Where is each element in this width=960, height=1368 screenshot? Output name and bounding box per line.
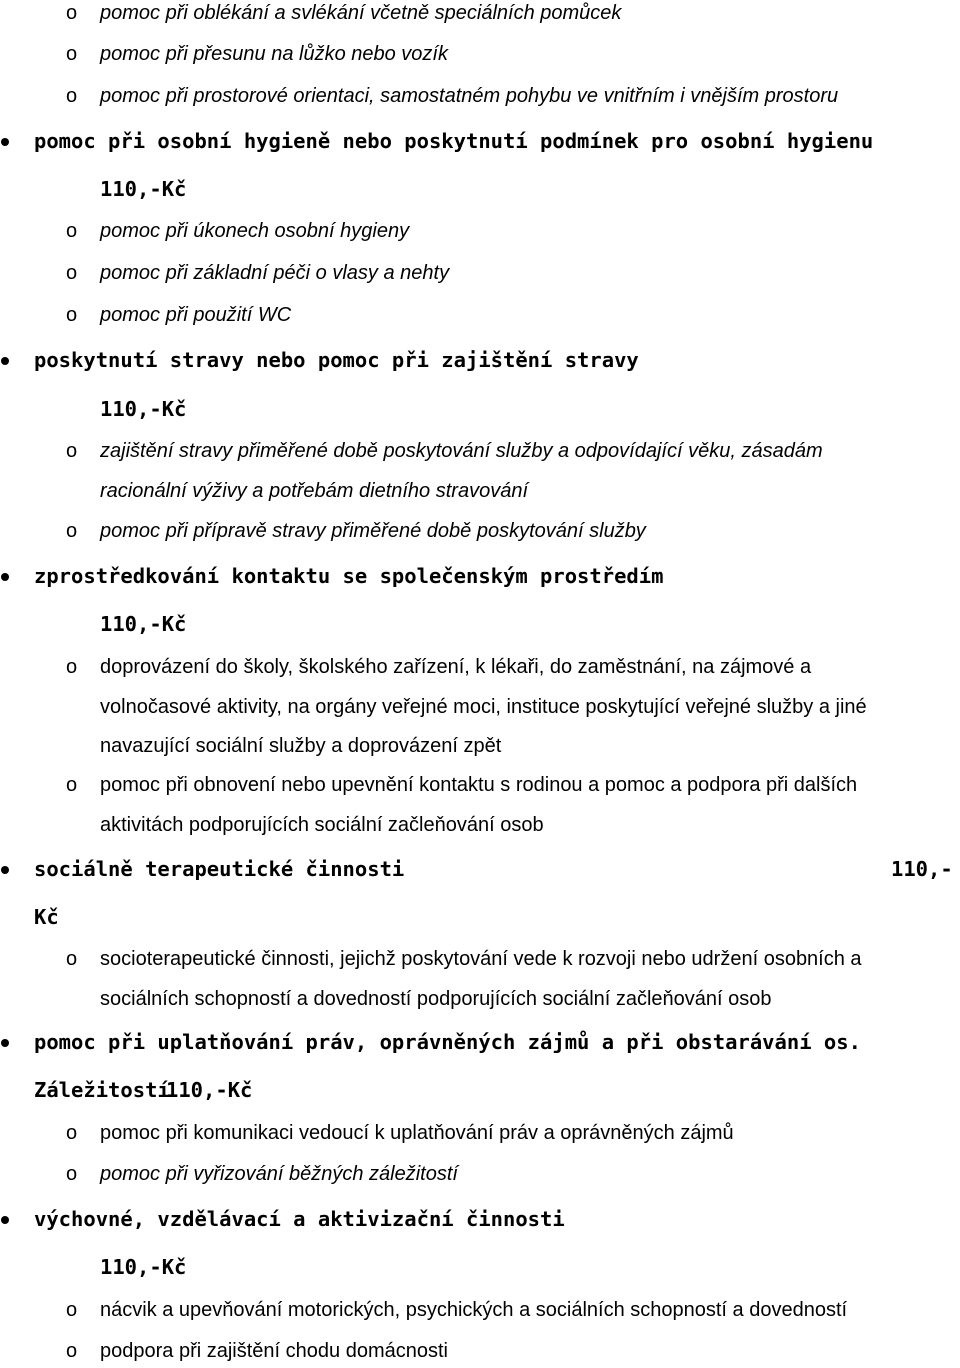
list-marker: o (66, 1299, 78, 1321)
list-item-text: podpora při zajištění chodu domácnosti (100, 1340, 448, 1362)
section-title: poskytnutí stravy nebo pomoc při zajištění stravy (34, 348, 639, 372)
bullet-icon (1, 138, 9, 146)
list-marker: o (66, 304, 78, 326)
list-marker: o (66, 220, 78, 242)
list-marker: o (66, 43, 78, 65)
section-title: pomoc při osobní hygieně nebo poskytnutí podmínek pro osobní hygienu (34, 129, 874, 153)
section-price: 110,-Kč (100, 612, 187, 636)
bullet-icon (1, 1216, 9, 1224)
list-item-text: volnočasové aktivity, na orgány veřejné moci, instituce poskytující veřejné služby a jiné (100, 696, 867, 718)
list-item-text: pomoc při vyřizování běžných záležitostí (100, 1163, 458, 1185)
bullet-icon (1, 1039, 9, 1047)
section-title: zprostředkování kontaktu se společenským prostředím (34, 564, 664, 588)
list-item-text: aktivitách podporujících sociální začleňování osob (100, 814, 544, 836)
list-marker: o (66, 656, 78, 678)
list-item-text: pomoc při přípravě stravy přiměřené době poskytování služby (100, 520, 646, 542)
list-marker: o (66, 262, 78, 284)
section-price: 110,-Kč (100, 397, 187, 421)
list-item-text: socioterapeutické činnosti, jejichž poskytování vede k rozvoji nebo udržení osobních a (100, 948, 862, 970)
list-item-text: pomoc při prostorové orientaci, samostatném pohybu ve vnitřním i vnějším prostoru (100, 85, 839, 107)
list-item-text: zajištění stravy přiměřené době poskytování služby a odpovídající věku, zásadám (100, 440, 823, 462)
list-marker: o (66, 1340, 78, 1362)
section-price: 110,-Kč (166, 1078, 253, 1102)
list-marker: o (66, 85, 78, 107)
list-item-text: pomoc při základní péči o vlasy a nehty (100, 262, 450, 284)
list-item-text: sociálních schopností a dovedností podporujících sociální začleňování osob (100, 988, 772, 1010)
list-marker: o (66, 1122, 78, 1144)
list-item-text: pomoc při použití WC (100, 304, 292, 326)
list-item-text: pomoc při oblékání a svlékání včetně speciálních pomůcek (100, 2, 622, 24)
section-price: 110,-Kč (100, 177, 187, 201)
list-item-text: navazující sociální služby a doprovázení zpět (100, 735, 502, 757)
section-title: pomoc při uplatňování práv, oprávněných zájmů a při obstarávání os. (34, 1030, 861, 1054)
list-marker: o (66, 520, 78, 542)
list-marker: o (66, 774, 78, 796)
list-item-text: pomoc při obnovení nebo upevnění kontaktu s rodinou a pomoc a podpora při dalších (100, 774, 858, 796)
section-title: výchovné, vzdělávací a aktivizační činnosti (34, 1207, 565, 1231)
list-item-text: nácvik a upevňování motorických, psychických a sociálních schopností a dovedností (100, 1299, 848, 1321)
list-item-text: racionální výživy a potřebám dietního stravování (100, 480, 528, 502)
section-title-cont: Záležitostí (34, 1078, 170, 1102)
bullet-icon (1, 573, 9, 581)
section-price: 110,-Kč (100, 1255, 187, 1279)
list-marker: o (66, 948, 78, 970)
list-marker: o (66, 2, 78, 24)
list-item-text: doprovázení do školy, školského zařízení, k lékaři, do zaměstnání, na zájmové a (100, 656, 812, 678)
list-marker: o (66, 1163, 78, 1185)
bullet-icon (1, 357, 9, 365)
bullet-icon (1, 866, 9, 874)
section-price: 110,- (891, 857, 953, 881)
list-item-text: pomoc při úkonech osobní hygieny (100, 220, 410, 242)
list-item-text: pomoc při přesunu na lůžko nebo vozík (100, 43, 448, 65)
section-title: sociálně terapeutické činnosti (34, 857, 405, 881)
list-item-text: pomoc při komunikaci vedoucí k uplatňování práv a oprávněných zájmů (100, 1122, 734, 1144)
section-price-continuation: Kč (34, 905, 59, 929)
list-marker: o (66, 440, 78, 462)
